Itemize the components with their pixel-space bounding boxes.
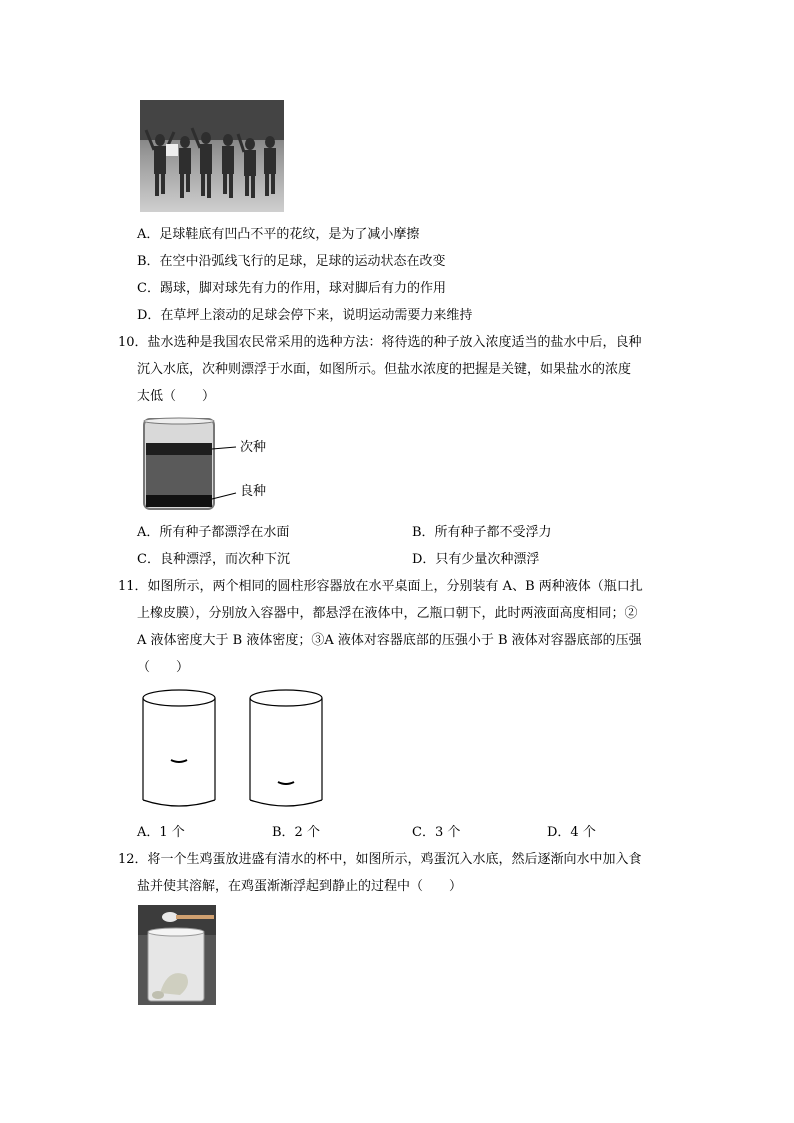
q10-stem-line2: 沉入水底，次种则漂浮于水面，如图所示。但盐水浓度的把握是关键，如果盐水的浓度	[137, 362, 632, 377]
q12-stem-line2: 盐并使其溶解，在鸡蛋渐渐浮起到静止的过程中（ ）	[137, 879, 463, 894]
q11-stem-line1: 11．如图所示，两个相同的圆柱形容器放在水平桌面上，分别装有 A、B 两种液体（瓶口扎	[118, 579, 643, 594]
q11-option-b: B．2 个	[272, 825, 320, 840]
seed-label-bottom: 良种	[240, 484, 267, 499]
q9-option-c: C．踢球，脚对球先有力的作用，球对脚后有力的作用	[137, 281, 446, 296]
q9-option-b: B．在空中沿弧线飞行的足球，足球的运动状态在改变	[137, 254, 446, 269]
q11-stem-line4: （ ）	[137, 660, 190, 675]
q11-stem-line2: 上橡皮膜），分别放入容器中，都悬浮在液体中，乙瓶口朝下，此时两液面高度相同；②	[137, 606, 638, 621]
q10-stem-line3: 太低（ ）	[137, 389, 216, 404]
q10-option-b: B．所有种子都不受浮力	[412, 525, 552, 540]
egg-in-cup-figure	[138, 905, 216, 1005]
seed-label-top: 次种	[240, 440, 267, 455]
q12-stem-line1: 12．将一个生鸡蛋放进盛有清水的杯中，如图所示，鸡蛋沉入水底，然后逐渐向水中加入食	[118, 852, 642, 867]
q10-option-c: C．良种漂浮，而次种下沉	[137, 552, 290, 567]
two-cylinders-figure	[138, 688, 338, 812]
q10-stem-line1: 10．盐水选种是我国农民常采用的选种方法：将待选的种子放入浓度适当的盐水中后，良种	[118, 335, 642, 350]
q11-stem-line3: A 液体密度大于 B 液体密度；③A 液体对容器底部的压强小于 B 液体对容器底部的压强	[137, 633, 642, 648]
q11-option-c: C．3 个	[412, 825, 461, 840]
q11-option-a: A．1 个	[137, 825, 185, 840]
q11-option-d: D．4 个	[547, 825, 596, 840]
q10-option-a: A．所有种子都漂浮在水面	[137, 525, 290, 540]
q9-option-a: A．足球鞋底有凹凸不平的花纹，是为了减小摩擦	[137, 227, 420, 242]
q9-option-d: D．在草坪上滚动的足球会停下来，说明运动需要力来维持	[137, 308, 473, 323]
football-players-photo	[140, 100, 284, 212]
q10-option-d: D．只有少量次种漂浮	[412, 552, 540, 567]
